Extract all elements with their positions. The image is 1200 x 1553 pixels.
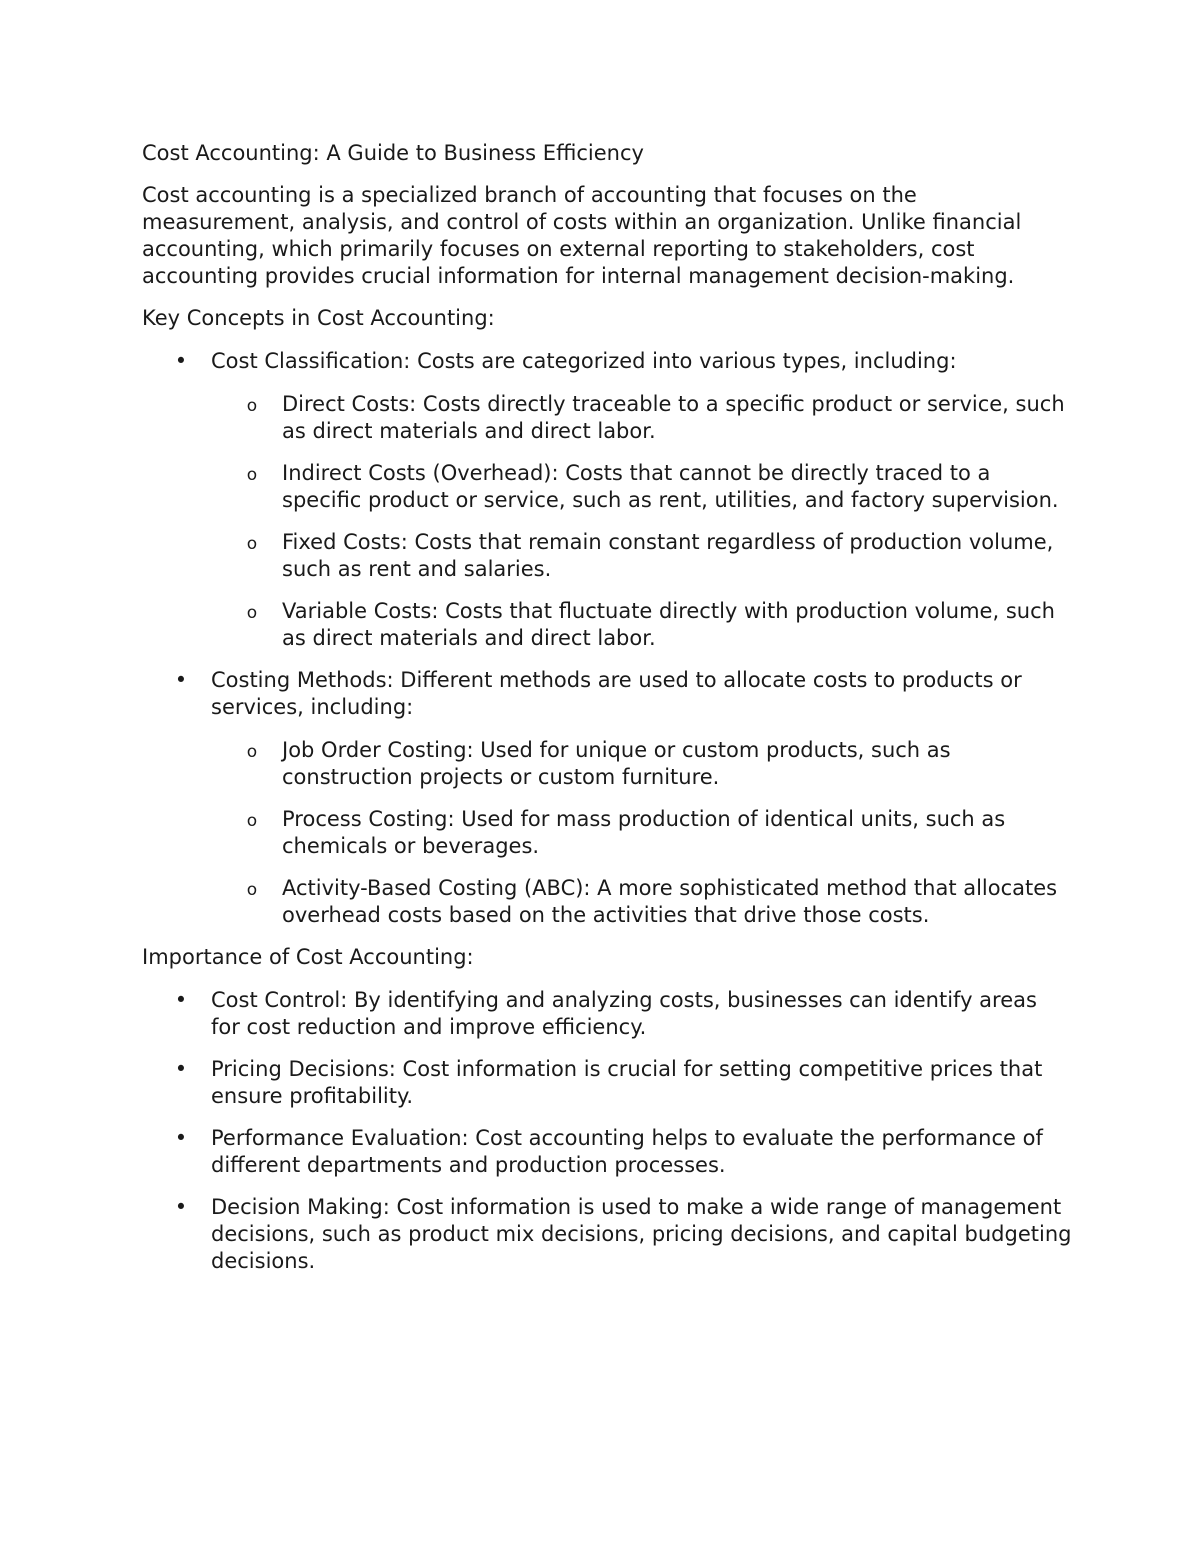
sub-bullet-icon: o [246,880,258,900]
bullet-icon: • [174,349,188,373]
list-item-text: Cost Control: By identifying and analyzing costs, businesses can identify areas for cost reduction and improve efficiency. [211,988,1037,1039]
document-page [142,140,1072,1290]
list-item-text: Decision Making: Cost information is used to make a wide range of management decisions, such as product mix decisions, pricing decisions, and capital budgeting decisions. [211,1195,1072,1273]
list-item-text: Fixed Costs: Costs that remain constant regardless of production volume, such as rent and salaries. [282,530,1054,581]
list-item [246,598,1072,652]
list-item [246,875,1072,929]
list-item [246,391,1072,445]
list-item [174,1056,1072,1110]
sub-bullet-icon: o [246,465,258,485]
sub-bullet-icon: o [246,742,258,762]
bullet-icon: • [174,1057,188,1081]
list-item-text: Process Costing: Used for mass production of identical units, such as chemicals or beverages. [282,807,1006,858]
key-concepts-heading: Key Concepts in Cost Accounting: [142,306,495,330]
list-item [174,987,1072,1041]
list-item [246,529,1072,583]
bullet-icon: • [174,988,188,1012]
list-item-text: Indirect Costs (Overhead): Costs that cannot be directly traced to a specific product or service, such as rent, utilities, and factory supervision. [282,461,1059,512]
list-item [174,1194,1072,1275]
list-item [174,1125,1072,1179]
list-item-text: Job Order Costing: Used for unique or custom products, such as construction projects or custom furniture. [282,738,951,789]
list-item [174,667,1072,929]
list-item [246,460,1072,514]
list-item-text: Cost Classification: Costs are categorized into various types, including: [211,349,957,373]
list-item-text: Activity-Based Costing (ABC): A more sophisticated method that allocates overhead costs based on the activities that drive those costs. [282,876,1058,927]
sub-list [211,391,1072,652]
bullet-icon: • [174,1195,188,1219]
list-item-text: Direct Costs: Costs directly traceable to a specific product or service, such as direct materials and direct labor. [282,392,1065,443]
key-concepts-list [142,348,1072,929]
list-item-text: Costing Methods: Different methods are used to allocate costs to products or services, including: [211,668,1022,719]
intro-paragraph: Cost accounting is a specialized branch of accounting that focuses on the measurement, analysis, and control of costs within an organization. Unlike financial accounting, which primarily focuses on external reporting to stakeholders, cost accounting provides crucial information for internal management decision-making. [142,183,1022,288]
bullet-icon: • [174,1126,188,1150]
list-item-text: Performance Evaluation: Cost accounting helps to evaluate the performance of different departments and production processes. [211,1126,1043,1177]
importance-heading: Importance of Cost Accounting: [142,945,474,969]
sub-bullet-icon: o [246,396,258,416]
list-item [246,806,1072,860]
list-item [246,737,1072,791]
list-item-text: Variable Costs: Costs that fluctuate directly with production volume, such as direct materials and direct labor. [282,599,1055,650]
sub-bullet-icon: o [246,811,258,831]
sub-list [211,737,1072,929]
list-item-text: Pricing Decisions: Cost information is crucial for setting competitive prices that ensure profitability. [211,1057,1043,1108]
list-item [174,348,1072,652]
sub-bullet-icon: o [246,534,258,554]
document-title: Cost Accounting: A Guide to Business Efficiency [142,141,644,165]
bullet-icon: • [174,668,188,692]
importance-list [142,987,1072,1275]
sub-bullet-icon: o [246,603,258,623]
